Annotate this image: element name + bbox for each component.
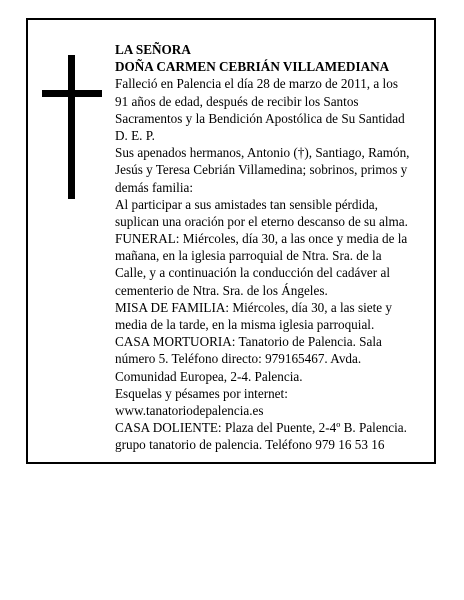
funeral-home-line: CASA MORTUORIA: Tanatorio de Palencia. Sala xyxy=(115,334,382,350)
funeral-line: mañana, en la iglesia parroquial de Ntra. Sra. de la xyxy=(115,248,382,264)
cross-horizontal-bar xyxy=(42,90,102,97)
notice-title-line1: LA SEÑORA xyxy=(115,42,191,57)
family-line: Sus apenados hermanos, Antonio (†), Santiago, Ramón, xyxy=(115,145,410,161)
family-mass-line: MISA DE FAMILIA: Miércoles, día 30, a las siete y xyxy=(115,299,393,315)
family-line: Jesús y Teresa Cebrián Villamedina; sobrinos, primos y xyxy=(115,162,408,178)
funeral-line: FUNERAL: Miércoles, día 30, a las once y media de la xyxy=(115,231,408,247)
deceased-name: DOÑA CARMEN CEBRIÁN VILLAMEDIANA xyxy=(115,59,390,75)
death-info-line: Sacramentos y la Bendición Apostólica de Su Santidad xyxy=(115,110,405,126)
funeral-line: cementerio de Ntra. Sra. de los Ángeles. xyxy=(115,282,328,298)
funeral-line: Calle, y a continuación la conducción del cadáver al xyxy=(115,265,390,281)
family-mass-line: media de la tarde, en la misma iglesia parroquial. xyxy=(115,317,375,332)
mourning-house-line: CASA DOLIENTE: Plaza del Puente, 2-4º B. Palencia. xyxy=(115,420,407,436)
prayer-line: suplican una oración por el eterno descanso de su alma. xyxy=(115,213,408,229)
cross-vertical-bar xyxy=(68,55,75,199)
internet-condolences-line: Esquelas y pésames por internet: xyxy=(115,385,288,401)
contact-phone-line: grupo tanatorio de palencia. Teléfono 979 16 53 16 xyxy=(115,437,385,453)
notice-text xyxy=(115,41,437,454)
funeral-home-line: Comunidad Europea, 2-4. Palencia. xyxy=(115,368,303,384)
death-info-line: 91 años de edad, después de recibir los Santos xyxy=(115,93,359,109)
rip-line: D. E. P. xyxy=(115,127,155,143)
family-line: demás familia: xyxy=(115,179,193,195)
prayer-line: Al participar a sus amistades tan sensible pérdida, xyxy=(115,196,378,212)
latin-cross-icon xyxy=(42,55,102,199)
obituary-notice xyxy=(26,18,436,464)
website-line: www.tanatoriodepalencia.es xyxy=(115,402,264,418)
funeral-home-line: número 5. Teléfono directo: 979165467. Avda. xyxy=(115,351,362,367)
death-info-line: Falleció en Palencia el día 28 de marzo de 2011, a los xyxy=(115,76,398,92)
